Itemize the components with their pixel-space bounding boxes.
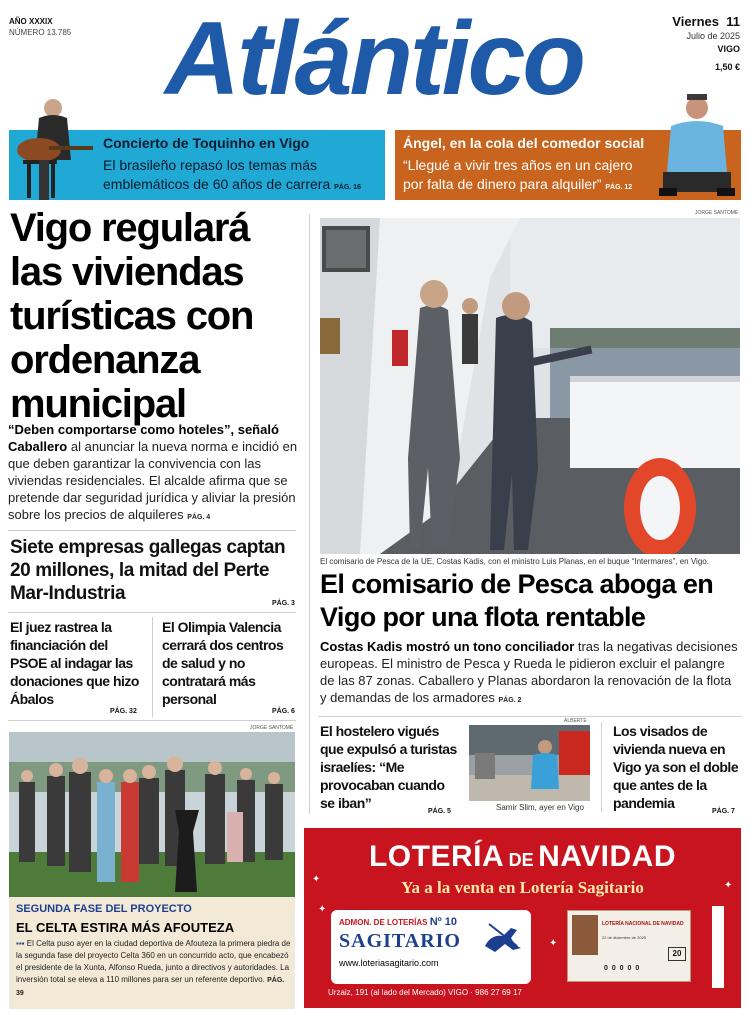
ad-title-b: NAVIDAD: [538, 840, 677, 873]
newspaper-title: Atlántico: [165, 1, 583, 117]
main-story-body-text: tras la negativas decisiones europeas. El ministro de Pesca y Rueda le pidieron excluir el palangre de las 87 zonas. Caballero y Planas abordaron la renovación de la flota y demandas de los armadores: [320, 639, 738, 705]
main-story-body-bold: Costas Kadis mostró un tono conciliador: [320, 639, 575, 654]
visados-headline[interactable]: Los visados de vivienda nueva en Vigo ya son el doble que antes de la pandemia: [613, 723, 739, 811]
year-label: AÑO XXXIX: [9, 17, 53, 26]
main-photo-caption: El comisario de Pesca de la UE, Costas Kadis, con el ministro Luis Planas, en el buque “Intermares”, en Vigo.: [320, 557, 709, 566]
issue-number: NÚMERO 13.785: [9, 28, 72, 37]
ad-ticket-date: 22 de diciembre de 2025: [602, 935, 647, 940]
guitarist-photo: [9, 94, 93, 200]
brief-left-page: PÁG. 32: [110, 708, 137, 715]
celta-textbox[interactable]: [9, 897, 295, 1009]
day: 11: [726, 14, 740, 29]
ad-star-icon: ✦: [312, 874, 321, 885]
celta-photo[interactable]: [9, 732, 295, 897]
newspaper-logo[interactable]: [100, 0, 648, 118]
brief-right-page: PÁG. 6: [272, 708, 295, 715]
hostelero-credit: ALBERTE: [564, 718, 587, 724]
celta-body: [16, 938, 291, 1000]
ad-brand: SAGITARIO: [339, 930, 461, 952]
celta-bullet: ▪▪▪: [16, 939, 25, 948]
main-photo-credit: JORGE SANTOMÉ: [695, 210, 739, 216]
story2-headline[interactable]: Siete empresas gallegas captan 20 millones, la mitad del Perte Mar-Industria: [10, 537, 286, 604]
main-story-page: PÁG. 2: [498, 697, 522, 704]
lottery-ad[interactable]: [304, 828, 741, 1008]
weekday: Viernes: [672, 14, 720, 29]
celta-page: PÁG. 39: [16, 977, 285, 997]
hostelero-page: PÁG. 5: [428, 808, 451, 815]
month-year: Julio de 2025: [686, 31, 740, 41]
ad-star-icon: ✦: [549, 938, 558, 949]
main-photo[interactable]: [320, 218, 740, 554]
main-story-headline[interactable]: El comisario de Pesca aboga en Vigo por una flota rentable: [320, 569, 714, 632]
promo-right-text: “Llegué a vivir tres años en un cajero por falta de dinero para alquiler”: [403, 157, 633, 192]
celta-kicker: SEGUNDA FASE DEL PROYECTO: [16, 903, 192, 915]
ad-admon: ADMON. DE LOTERÍAS: [339, 918, 428, 927]
man-photo: [653, 92, 741, 204]
promo-left-page: PÁG. 16: [334, 184, 361, 191]
story2-page: PÁG. 3: [272, 600, 295, 607]
ad-subtitle: Ya a la venta en Lotería Sagitario: [401, 878, 644, 897]
lead-body-text: al anunciar la nueva norma e incidió en que deben garantizar la convivencia con las viviendas residenciales. El alcalde afirma que se pretende dar seguridad jurídica y aliviar la presión sobre los precios de alquileres: [8, 439, 298, 522]
promo-right[interactable]: [395, 130, 741, 200]
brief-right-headline[interactable]: El Olimpia Valencia cerrará dos centros de salud y no contratará más personal: [162, 619, 284, 707]
hostelero-caption: Samir Slim, ayer en Vigo: [496, 803, 584, 812]
date-block: [672, 14, 740, 73]
ad-ticket-title: LOTERÍA NACIONAL DE NAVIDAD: [602, 921, 684, 927]
sagittarius-icon: [481, 916, 525, 961]
promo-left[interactable]: [9, 130, 385, 200]
lead-body: [8, 421, 308, 526]
celta-credit: JORGE SANTOMÉ: [250, 725, 294, 731]
main-story-body: [320, 638, 740, 709]
ad-address: Urzaiz, 191 (al lado del Mercado) VIGO · 986 27 69 17: [328, 988, 522, 997]
promo-left-text: El brasileño repasó los temas más emblemáticos de 60 años de carrera: [103, 157, 331, 192]
ad-title-a: LOTERÍA: [368, 840, 505, 873]
celta-body-text: El Celta puso ayer en la ciudad deportiva de Afouteza la primera piedra de la segunda fase del proyecto Celta 360 en un concurrido acto, que encabezó el presidente de la Xunta, Alfonso Rueda, junto a directivos y autoridades. La inversión total se eleva a 110 millones para ser un referente deportivo.: [16, 939, 291, 984]
ad-admon-no: Nº 10: [429, 916, 457, 928]
ad-ticket-number: 0 0 0 0 0: [604, 965, 641, 972]
price: 1,50 €: [714, 62, 740, 72]
ad-web: www.loteriasagitario.com: [339, 958, 439, 968]
ad-title-de: DE: [508, 850, 534, 870]
promo-right-title: Ángel, en la cola del comedor social: [403, 135, 645, 151]
lead-page: PÁG. 4: [187, 514, 211, 521]
ad-star-icon: ✦: [724, 880, 733, 891]
promo-left-title: Concierto de Toquinho en Vigo: [103, 135, 310, 151]
celta-headline: EL CELTA ESTIRA MÁS AFOUTEZA: [16, 920, 235, 935]
ad-ticket: [567, 910, 691, 982]
city: VIGO: [717, 44, 740, 54]
ad-ticket-price: 20: [668, 947, 686, 961]
ad-star-icon: ✦: [318, 904, 327, 915]
brief-left-headline[interactable]: El juez rastrea la financiación del PSOE al indagar las donaciones que hizo Ábalos: [10, 619, 139, 707]
promo-right-page: PÁG. 12: [605, 184, 633, 191]
lead-body-bold: “Deben comportarse como hoteles”, señaló Caballero: [8, 422, 279, 454]
ad-sagitario-card[interactable]: [331, 910, 531, 984]
visados-page: PÁG. 7: [712, 808, 735, 815]
hostelero-headline[interactable]: El hostelero vigués que expulsó a turistas israelíes: “Me provocaban cuando se iban”: [320, 723, 457, 811]
lead-headline[interactable]: Vigo regulará las viviendas turísticas con ordenanza municipal: [10, 206, 254, 426]
hostelero-photo[interactable]: [469, 725, 590, 801]
